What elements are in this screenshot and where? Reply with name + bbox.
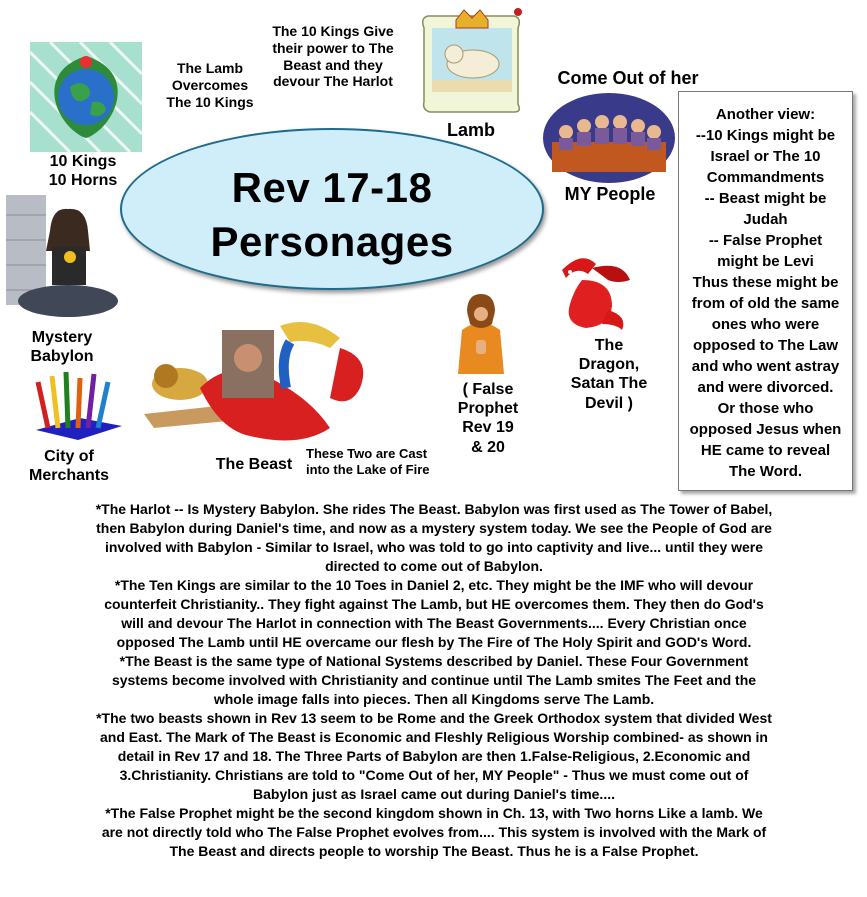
text-line: whole image falls into pieces. Then all Kingdoms serve The Lamb. xyxy=(213,691,655,707)
kings-label-line: 10 Horns xyxy=(48,172,118,190)
lamb-overcomes-line: The Lamb xyxy=(176,60,244,76)
merchants-label xyxy=(14,447,124,485)
sidebox-line: Commandments xyxy=(706,169,825,186)
sidebox-line: opposed to The Law xyxy=(693,337,838,354)
text-line: opposed The Lamb until HE overcame our flesh by The Fire of The Holy Spirit and GOD's Word. xyxy=(116,634,752,650)
title-oval xyxy=(120,128,544,290)
red-dragon-icon xyxy=(552,250,634,334)
merchants-label-line: City of xyxy=(44,448,94,465)
sidebox-line: Or those who xyxy=(717,400,814,417)
dragon-label-line: The xyxy=(594,337,624,354)
title-line-2: Personages xyxy=(210,218,454,265)
false-prophet-label xyxy=(448,380,528,457)
mystery-label xyxy=(10,328,114,366)
lamb-overcomes-label xyxy=(150,60,270,110)
kings-label xyxy=(28,152,138,190)
false-prophet-line: & 20 xyxy=(471,438,505,456)
sidebox-line: Another view: xyxy=(715,106,816,123)
kings-give-line: devour The Harlot xyxy=(273,73,393,90)
text-line: are not directly told who The False Prophet evolves from.... This system is involved with the Mark of xyxy=(101,824,767,840)
city-merchants-icon xyxy=(30,370,126,448)
text-line: involved with Babylon - Similar to Israel, who was told to go into captivity and live... until they were xyxy=(104,539,764,555)
lamb-label: Lamb xyxy=(446,120,495,140)
lamb-scroll-icon xyxy=(418,6,526,116)
sidebox-line: The Word. xyxy=(728,463,803,480)
kings-label-line: 10 Kings xyxy=(49,153,117,170)
false-prophet-line: Prophet xyxy=(457,400,519,418)
come-out-label: Come Out of her xyxy=(557,68,699,88)
kings-give-line: their power to The xyxy=(272,39,394,56)
merchants-label-line: Merchants xyxy=(28,467,110,485)
another-view-box xyxy=(678,91,853,491)
false-prophet-icon xyxy=(450,290,512,374)
text-line: will and devour The Harlot in connection with The Beast Governments.... Every Christian once xyxy=(121,615,747,631)
lamb-overcomes-line: Overcomes xyxy=(171,76,249,93)
mystery-label-line: Mystery xyxy=(31,329,93,346)
text-line: Babylon just as Israel came out during Daniel's time.... xyxy=(253,786,615,802)
dragon-label-line: Satan The xyxy=(570,375,648,393)
dragon-label-line: Devil ) xyxy=(584,394,633,412)
beast-dragon-icon xyxy=(140,318,378,458)
text-line: *The two beasts shown in Rev 13 seem to be Rome and the Greek Orthodox system that divided West xyxy=(96,710,772,726)
text-line: then Babylon during Daniel's time, and now as a mystery system today. We see the People of God are xyxy=(96,520,772,536)
text-line: and East. The Mark of The Beast is Economic and Fleshly Religious Worship combined- as shown in xyxy=(100,729,768,745)
sidebox-line: and were divorced. xyxy=(697,379,834,396)
sidebox-line: -- Beast might be xyxy=(704,190,827,207)
text-line: *The Harlot -- Is Mystery Babylon. She rides The Beast. Babylon was first used as The Tower of Babel, xyxy=(95,501,773,517)
false-prophet-line: ( False xyxy=(462,381,514,398)
text-line: 3.Christianity. Christians are told to "Come Out of her, MY People" - Thus we must come out of xyxy=(119,767,749,783)
sidebox-line: HE came to reveal xyxy=(700,442,831,459)
sidebox-line: --10 Kings might be xyxy=(695,127,836,144)
dragon-label-line: Dragon, xyxy=(578,356,640,374)
mystery-label-line: Babylon xyxy=(30,348,94,366)
two-cast-line: into the Lake of Fire xyxy=(306,461,430,477)
sidebox-line: from of old the same xyxy=(691,295,840,312)
globe-emblem-icon xyxy=(30,42,142,152)
sidebox-line: Thus these might be xyxy=(692,274,839,291)
title-line-1: Rev 17-18 xyxy=(231,164,433,211)
sidebox-line: Judah xyxy=(743,211,788,228)
false-prophet-line: Rev 19 xyxy=(462,419,514,437)
my-people-label: MY People xyxy=(564,184,656,204)
two-cast-line: These Two are Cast xyxy=(306,446,428,461)
crowd-people-icon xyxy=(542,92,676,184)
sidebox-line: Israel or The 10 xyxy=(710,148,821,165)
text-line: *The Beast is the same type of National Systems described by Daniel. These Four Government xyxy=(119,653,749,669)
text-line: *The False Prophet might be the second kingdom shown in Ch. 13, with Two horns Like a lamb. We xyxy=(105,805,763,821)
text-line: The Beast and directs people to worship The Beast. Thus he is a False Prophet. xyxy=(169,843,699,859)
text-line: detail in Rev 17 and 18. The Three Parts of Babylon are then 1.False-Religious, 2.Economic and xyxy=(117,748,751,764)
text-line: counterfeit Christianity.. They fight against The Lamb, but HE overcomes them. They then do God's xyxy=(104,596,764,612)
text-line: systems become involved with Christianity and continue until The Lamb smites The Feet and the xyxy=(111,672,757,688)
text-line: *The Ten Kings are similar to the 10 Toes in Daniel 2, etc. They might be the IMF who will devour xyxy=(114,577,754,593)
text-line: directed to come out of Babylon. xyxy=(325,558,543,574)
woman-figure-icon xyxy=(6,195,130,323)
sidebox-line: might be Levi xyxy=(717,253,814,270)
dragon-label xyxy=(548,336,670,413)
lamb-overcomes-line: The 10 Kings xyxy=(166,93,254,110)
two-cast-label xyxy=(306,446,462,477)
beast-label: The Beast xyxy=(215,456,293,473)
kings-give-line: The 10 Kings Give xyxy=(272,23,394,39)
sidebox-line: -- False Prophet xyxy=(708,232,823,249)
kings-give-label xyxy=(258,23,408,90)
kings-give-line: Beast and they xyxy=(283,56,383,73)
explanation-text xyxy=(8,500,860,861)
sidebox-line: opposed Jesus when xyxy=(689,421,842,438)
sidebox-line: ones who were xyxy=(711,316,820,333)
sidebox-line: and who went astray xyxy=(691,358,840,375)
